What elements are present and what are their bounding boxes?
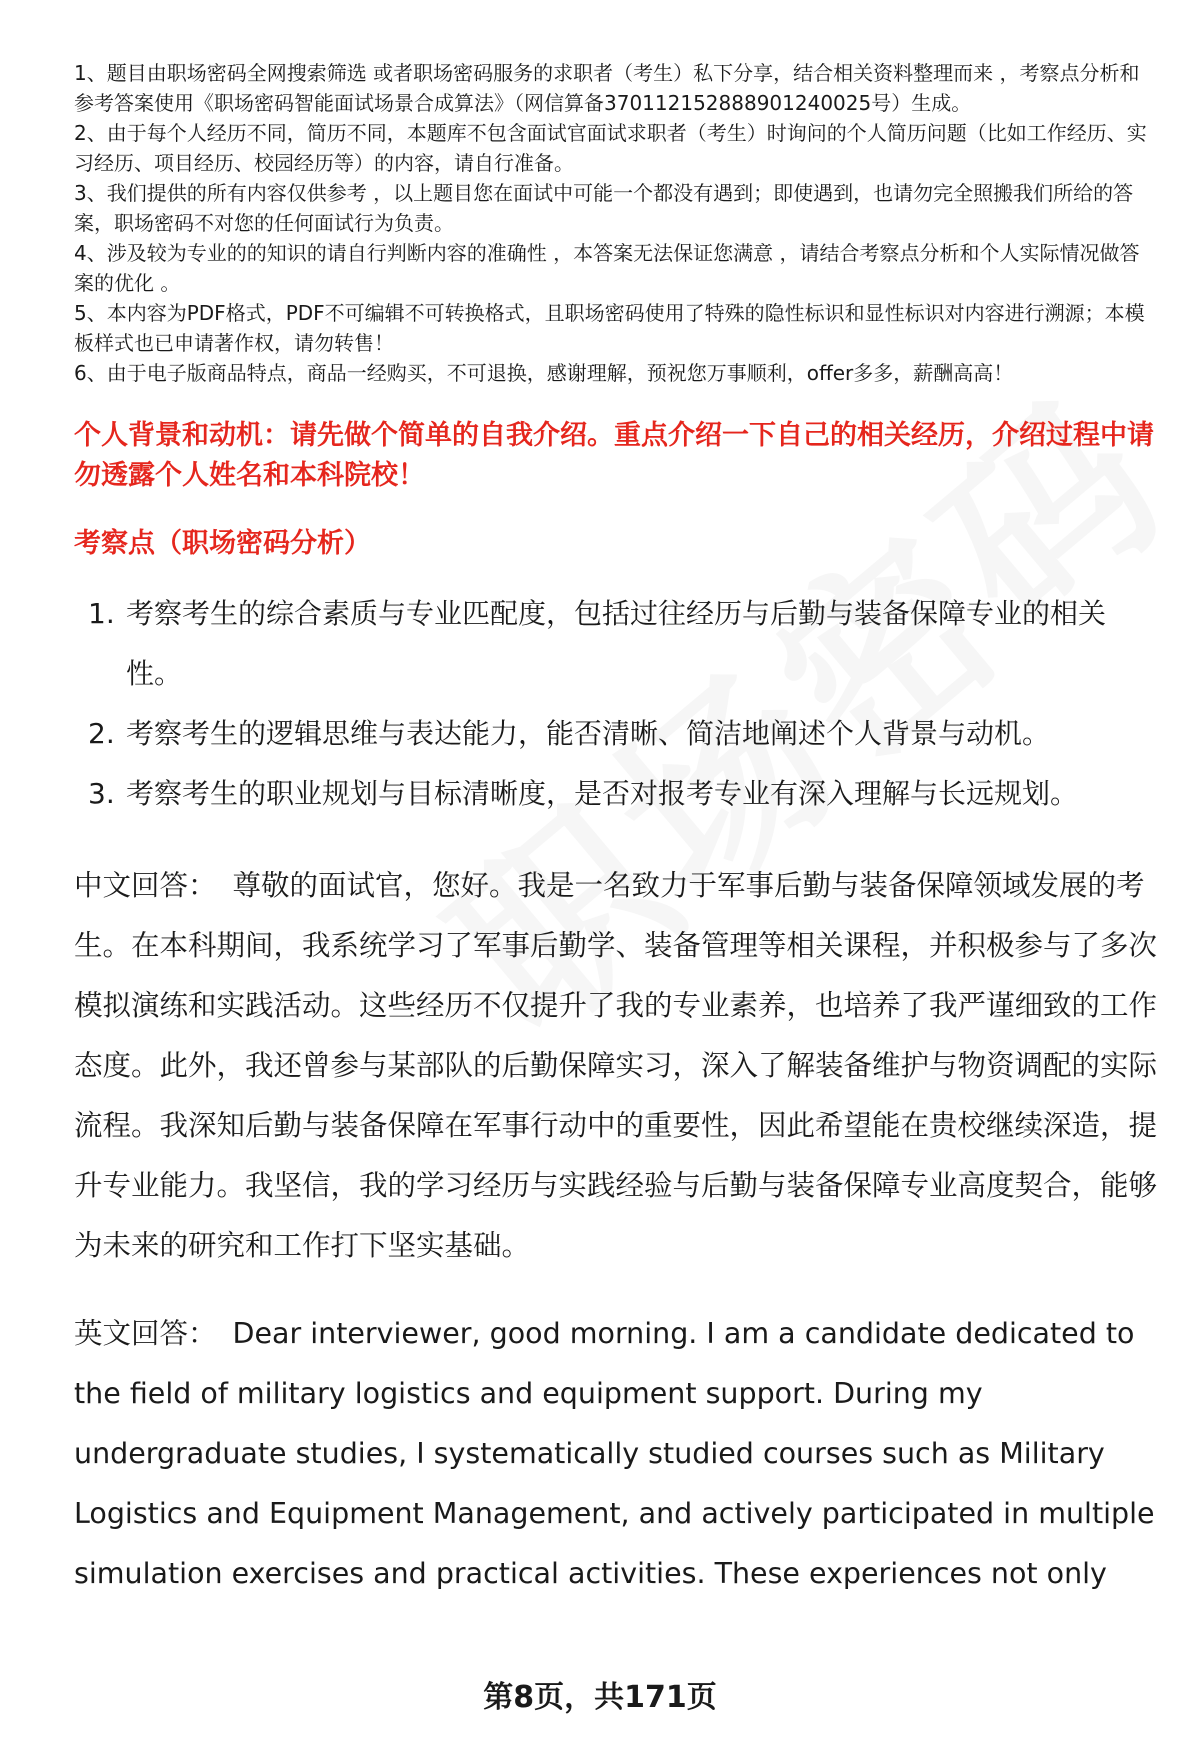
answer-chinese-text: 尊敬的面试官，您好。我是一名致力于军事后勤与装备保障领域发展的考生。在本科期间，我系统学习了军事后勤学、装备管理等相关课程，并积极参与了多次模拟演练和实践活动。这些经历不仅提升了我的专业素养，也培养了我严谨细致的工作态度。此外，我还曾参与某部队的后勤保障实习，深入了解装备维护与物资调配的实际流程。我深知后勤与装备保障在军事行动中的重要性，因此希望能在贵校继续深造，提升专业能力。我坚信，我的学习经历与实践经验与后勤与装备保障专业高度契合，能够为未来的研究和工作打下坚实基础。 [74,869,1158,1262]
answer-english [74,1304,1158,1604]
question-heading: 个人背景和动机：请先做个简单的自我介绍。重点介绍一下自己的相关经历，介绍过程中请勿透露个人姓名和本科院校！ [74,420,1154,491]
answer-chinese [74,856,1158,1276]
document-page [74,58,1158,1604]
point-number: 3. [88,777,115,810]
notice-item-4: 4、涉及较为专业的的知识的请自行判断内容的准确性 ，本答案无法保证您满意 ，请结合考察点分析和个人实际情况做答案的优化 。 [74,241,1140,295]
point-text: 考察考生的逻辑思维与表达能力，能否清晰、简洁地阐述个人背景与动机。 [126,717,1051,750]
notice-block [74,58,1158,388]
notice-item-5: 5、本内容为PDF格式，PDF不可编辑不可转换格式，且职场密码使用了特殊的隐性标识和显性标识对内容进行溯源；本模板样式也已申请著作权，请勿转售！ [74,301,1145,355]
point-text: 考察考生的综合素质与专业匹配度，包括过往经历与后勤与装备保障专业的相关性。 [126,597,1107,690]
point-number: 2. [88,717,115,750]
notice-item-3: 3、我们提供的所有内容仅供参考 ，以上题目您在面试中可能一个都没有遇到；即使遇到，也请勿完全照搬我们所给的答案，职场密码不对您的任何面试行为负责。 [74,181,1134,235]
point-item [74,584,1158,704]
points-list [74,584,1158,824]
point-item [74,704,1158,764]
page-number-footer: 第8页，共171页 [483,1680,717,1715]
point-item [74,764,1158,824]
notice-item-6: 6、由于电子版商品特点，商品一经购买，不可退换，感谢理解，预祝您万事顺利，offer多多，薪酬高高！ [74,361,1014,385]
answer-chinese-label: 中文回答： [74,869,217,902]
point-number: 1. [88,597,115,630]
notice-item-2: 2、由于每个人经历不同，简历不同，本题库不包含面试官面试求职者（考生）时询问的个人简历问题（比如工作经历、实习经历、项目经历、校园经历等）的内容，请自行准备。 [74,121,1147,175]
answer-english-text: Dear interviewer, good morning. I am a candidate dedicated to the field of military logistics and equipment support. During my undergraduate studies, I systematically studied courses such as Military Logistics and Equipment Management, and actively participated in multiple simulation exercises and practical activities. These experiences not only [74,1317,1155,1590]
answer-english-label: 英文回答： [74,1317,217,1350]
point-text: 考察考生的职业规划与目标清晰度，是否对报考专业有深入理解与长远规划。 [126,777,1079,810]
notice-item-1: 1、题目由职场密码全网搜索筛选 或者职场密码服务的求职者（考生）私下分享，结合相关资料整理而来 ，考察点分析和参考答案使用《职场密码智能面试场景合成算法》（网信算备370112152888901240025号）生成。 [74,61,1140,115]
points-heading: 考察点（职场密码分析） [74,528,371,559]
